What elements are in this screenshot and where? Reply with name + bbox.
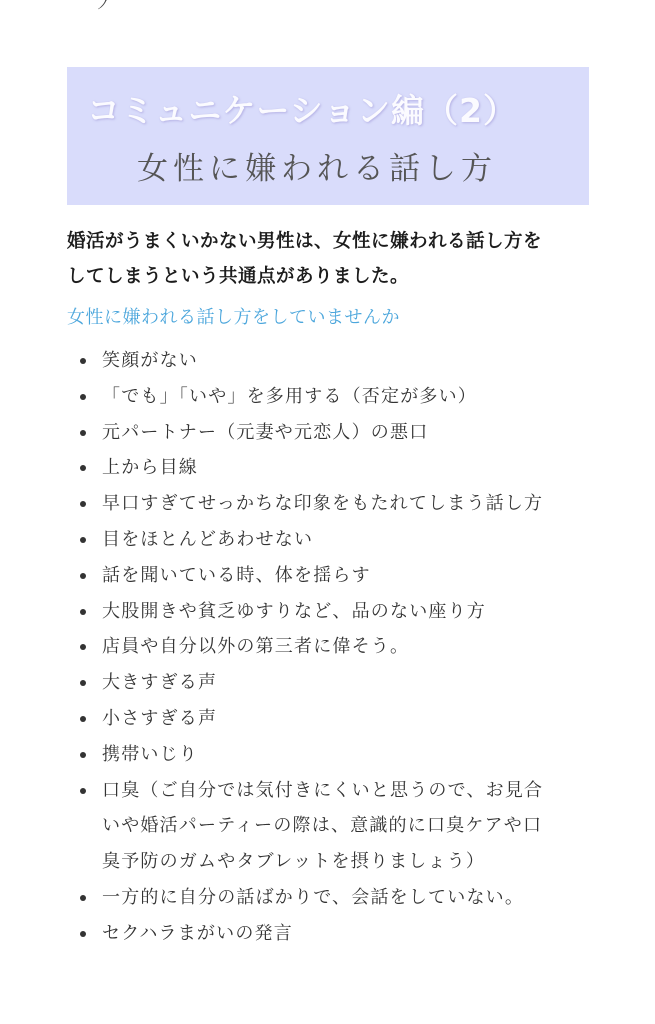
intro-line-2: してしまうという共通点がありました。 bbox=[67, 266, 410, 287]
bullet-dot-icon bbox=[80, 644, 86, 650]
list-item-text: 話を聞いている時、体を揺らす bbox=[102, 564, 371, 586]
bullet-dot-icon bbox=[80, 394, 86, 400]
page-top-mark: ノ bbox=[96, 0, 110, 13]
bullet-dot-icon bbox=[80, 609, 86, 615]
list-item bbox=[78, 665, 598, 701]
list-item bbox=[78, 415, 598, 451]
list-item bbox=[78, 701, 598, 737]
bullet-dot-icon bbox=[80, 895, 86, 901]
bullet-dot-icon bbox=[80, 931, 86, 937]
list-item-text-line-1: 口臭（ご自分では気付きにくいと思うので、お見合 bbox=[102, 779, 544, 801]
list-item bbox=[78, 629, 598, 665]
list-item bbox=[78, 450, 598, 486]
bullet-dot-icon bbox=[80, 358, 86, 364]
list-item-text bbox=[102, 773, 598, 880]
list-item-long bbox=[78, 773, 598, 880]
list-item-text-line-3: 臭予防のガムやタブレットを摂りましょう） bbox=[102, 851, 486, 873]
list-item-text: 一方的に自分の話ばかりで、会話をしていない。 bbox=[102, 886, 525, 908]
list-item bbox=[78, 343, 598, 379]
bullet-dot-icon bbox=[80, 501, 86, 507]
bullet-dot-icon bbox=[80, 537, 86, 543]
header-title: コミュニケーション編（2） bbox=[87, 91, 517, 130]
list-item-text: 大股開きや貧乏ゆすりなど、品のない座り方 bbox=[102, 600, 486, 622]
list-item-text: 上から目線 bbox=[102, 457, 198, 479]
bullet-dot-icon bbox=[80, 680, 86, 686]
list-item bbox=[78, 558, 598, 594]
bullet-dot-icon bbox=[80, 465, 86, 471]
list-item-text: 携帯いじり bbox=[102, 743, 198, 765]
bullet-dot-icon bbox=[80, 788, 86, 794]
list-item-text: 「でも」「いや」を多用する（否定が多い） bbox=[102, 385, 477, 407]
list-item-text: 早口すぎてせっかちな印象をもたれてしまう話し方 bbox=[102, 493, 544, 515]
list-item bbox=[78, 522, 598, 558]
bullet-dot-icon bbox=[80, 573, 86, 579]
list-item-text-line-2: いや婚活パーティーの際は、意識的に口臭ケアや口 bbox=[102, 815, 543, 837]
bullet-dot-icon bbox=[80, 430, 86, 436]
header-subtitle: 女性に嫌われる話し方 bbox=[137, 151, 497, 187]
list-item-text: 大きすぎる声 bbox=[102, 672, 218, 694]
bullet-dot-icon bbox=[80, 752, 86, 758]
list-item-text: 店員や自分以外の第三者に偉そう。 bbox=[102, 636, 410, 658]
header-banner bbox=[67, 67, 589, 205]
list-item-text: 元パートナー（元妻や元恋人）の悪口 bbox=[102, 421, 429, 443]
intro-paragraph bbox=[67, 224, 597, 294]
list-item bbox=[78, 594, 598, 630]
list-item bbox=[78, 916, 598, 952]
bullet-list bbox=[78, 343, 598, 952]
intro-line-1: 婚活がうまくいかない男性は、女性に嫌われる話し方を bbox=[67, 231, 543, 252]
section-heading: 女性に嫌われる話し方をしていませんか bbox=[67, 307, 400, 328]
list-item bbox=[78, 379, 598, 415]
list-item-text: 小さすぎる声 bbox=[102, 707, 218, 729]
bullet-dot-icon bbox=[80, 716, 86, 722]
list-item bbox=[78, 737, 598, 773]
list-item bbox=[78, 486, 598, 522]
list-item bbox=[78, 880, 598, 916]
list-item-text: 笑顔がない bbox=[102, 350, 198, 371]
list-item-text: セクハラまがいの発言 bbox=[102, 922, 293, 944]
list-item-text: 目をほとんどあわせない bbox=[102, 528, 314, 550]
